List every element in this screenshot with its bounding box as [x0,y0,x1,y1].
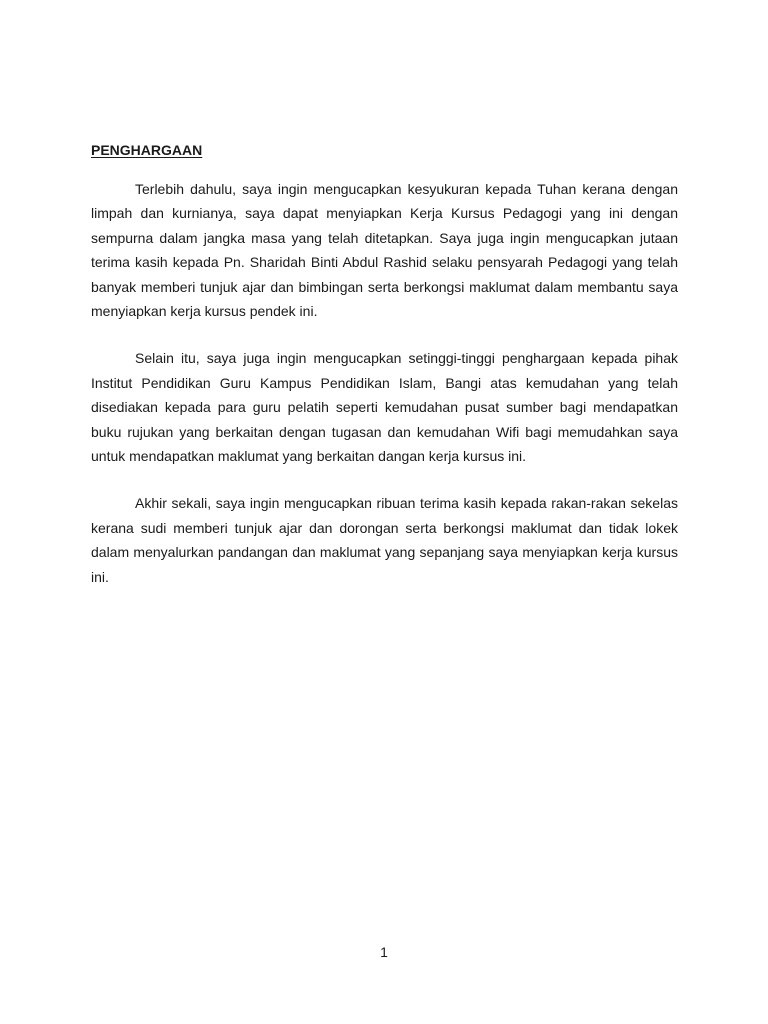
paragraph-institute-thanks: Selain itu, saya juga ingin mengucapkan setinggi-tinggi penghargaan kepada pihak Institut Pendidikan Guru Kampus Pendidikan Islam, Bangi atas kemudahan yang telah disediakan kepada para guru pelatih seperti kemudahan pusat sumber bagi mendapatkan buku rujukan yang berkaitan dengan tugasan dan kemudahan Wifi bagi memudahkan saya untuk mendapatkan maklumat yang berkaitan dangan kerja kursus ini. [91,350,678,465]
section-heading: PENGHARGAAN [91,142,203,158]
paragraph-gratitude-intro: Terlebih dahulu, saya ingin mengucapkan kesyukuran kepada Tuhan kerana dengan limpah dan kurnianya, saya dapat menyiapkan Kerja Kursus Pedagogi yang ini dengan sempurna dalam jangka masa yang telah ditetapkan. Saya juga ingin mengucapkan jutaan terima kasih kepada Pn. Sharidah Binti Abdul Rashid selaku pensyarah Pedagogi yang telah banyak memberi tunjuk ajar dan bimbingan serta berkongsi maklumat dalam membantu saya menyiapkan kerja kursus pendek ini. [91,181,678,320]
paragraph-classmates-thanks: Akhir sekali, saya ingin mengucapkan ribuan terima kasih kepada rakan-rakan sekelas kerana sudi memberi tunjuk ajar dan dorongan serta berkongsi maklumat dan tidak lokek dalam menyalurkan pandangan dan maklumat yang sepanjang saya menyiapkan kerja kursus ini. [91,495,678,585]
document-body [91,140,678,612]
page-number: 1 [380,944,388,960]
